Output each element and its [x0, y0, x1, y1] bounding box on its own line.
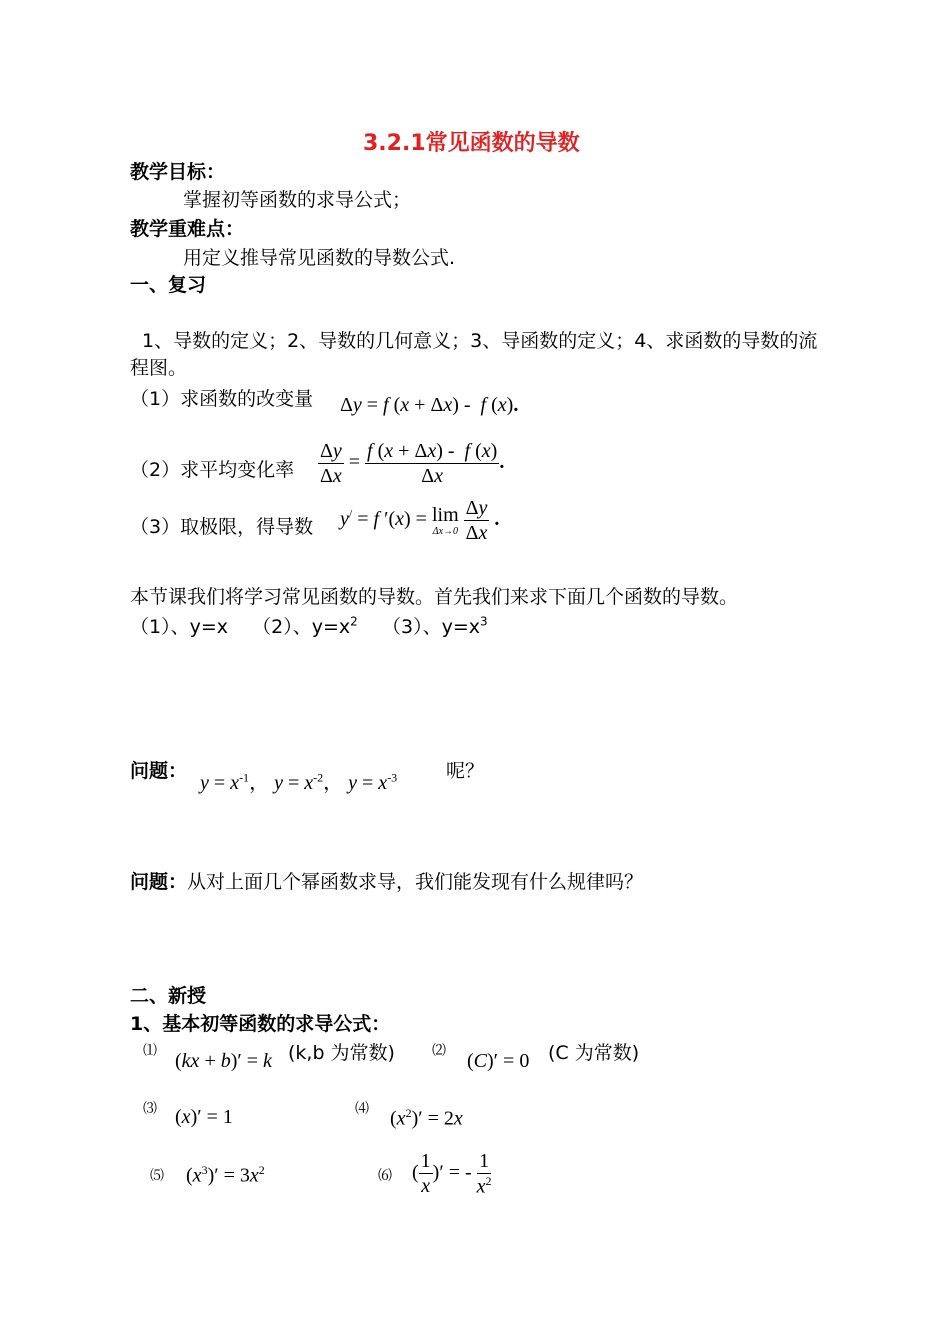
formula1-note: (k,b 为常数)	[288, 1042, 395, 1064]
page-title: 3.2.1常见函数的导数	[363, 131, 580, 156]
objective-text: 掌握初等函数的求导公式；	[183, 189, 412, 211]
formula5-num: ⑸	[150, 1168, 164, 1184]
formula5: $(x^3)' = 3x^2$	[186, 1163, 265, 1187]
question1-label: 问题：	[130, 760, 188, 782]
step1-label: （1）求函数的改变量	[130, 388, 314, 410]
formula3-num: ⑶	[143, 1101, 157, 1117]
intro-items	[130, 612, 488, 639]
formula1-num: ⑴	[143, 1043, 157, 1059]
question2-text: 从对上面几个幂函数求导，我们能发现有什么规律吗？	[187, 871, 644, 893]
objective-heading: 教学目标：	[130, 161, 226, 183]
difficulty-text: 用定义推导常见函数的导数公式.	[183, 247, 456, 269]
step2-formula: $\frac{\Delta y}{\Delta x}$ = $\frac{f (x + \Delta x) - f (x)}{\Delta x}$ .	[320, 440, 505, 487]
formula1: (kx + b)′ = k	[175, 1050, 272, 1072]
step3-label: （3）取极限，得导数	[130, 516, 314, 538]
step2-label: （2）求平均变化率	[130, 459, 295, 481]
formula2-note: (C 为常数)	[548, 1042, 640, 1064]
formula6: ( $\frac{1}{x}$ )′ = - $\frac{1}{x^2}$	[412, 1150, 492, 1198]
intro-item-2-sup: 2	[350, 614, 358, 629]
formula4: $(x^2)' = 2x$	[390, 1106, 463, 1130]
question1-suffix: 呢？	[446, 760, 485, 782]
question1-formulas: $y = x^{-1}$， $y = x^{-2}$， $y = x^{-3}$	[200, 770, 398, 794]
formula6-num: ⑹	[378, 1168, 392, 1184]
intro-item-2: （2）、y=x	[252, 616, 351, 638]
new-section-subheading: 1、基本初等函数的求导公式：	[130, 1013, 391, 1035]
formula2-num: ⑵	[432, 1043, 446, 1059]
review-line2: 程图。	[130, 357, 188, 379]
difficulty-heading: 教学重难点：	[130, 218, 245, 240]
formula4-num: ⑷	[355, 1101, 369, 1117]
step3-formula: y/ = f ′(x) = lim Δx→0 $\frac{\Delta y}{\Delta x}$ .	[340, 497, 500, 544]
intro-text: 本节课我们将学习常见函数的导数。首先我们来求下面几个函数的导数。	[130, 586, 739, 608]
new-section-heading: 二、新授	[130, 985, 207, 1007]
formula2: (C)′ = 0	[467, 1050, 530, 1072]
intro-item-3-sup: 3	[479, 614, 488, 629]
question2-label: 问题：	[130, 871, 188, 893]
review-line1: 1、导数的定义；2、导数的几何意义；3、导函数的定义；4、求函数的导数的流	[142, 330, 818, 352]
formula3: (x)′ = 1	[175, 1106, 233, 1128]
intro-item-1: （1）、y=x	[130, 616, 228, 638]
intro-item-3: （3）、y=x	[381, 616, 480, 638]
review-heading: 一、复习	[130, 274, 207, 296]
step1-formula: Δy = f (x + Δx) - f (x).	[340, 394, 519, 416]
question2	[130, 867, 643, 894]
